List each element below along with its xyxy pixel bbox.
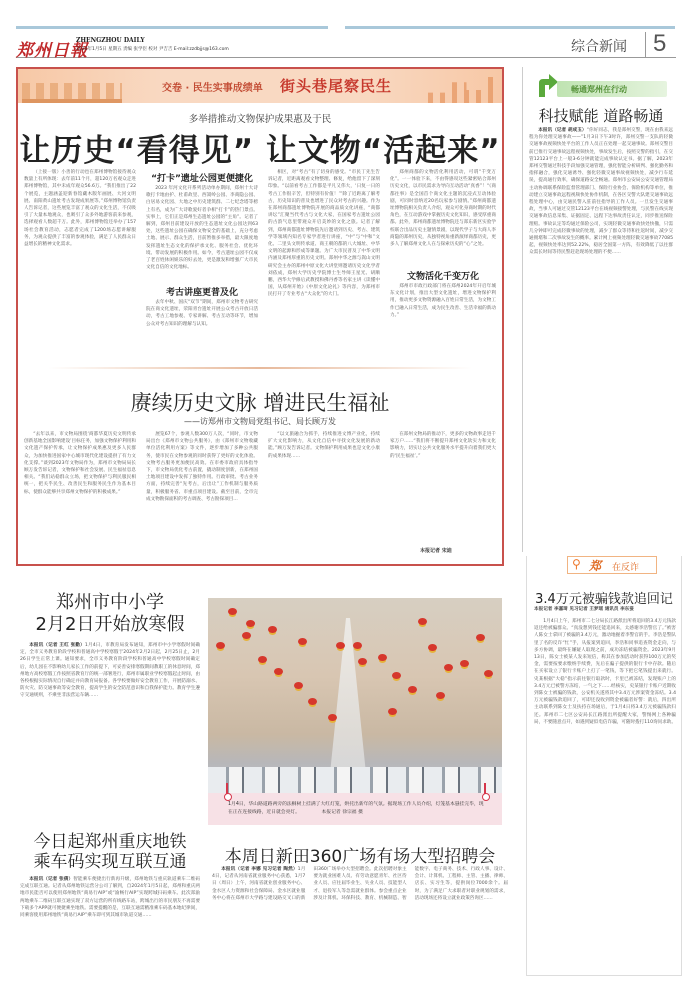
lantern [216, 642, 225, 649]
feature-subhead-1: “打卡”遗址公园更便捷化 [151, 174, 253, 184]
paragraph: 郑州商都的文物活化利用活动，可谓“千变万化”。一一体验下来，不由得感叹这些紧密贴合郑州历史文化，以市民需求为导向互动活动“真香”！“《商都往事》是全国首个商文化主题的沉浸式互动体验剧，可同时容纳近20名玩家参与剧情。”郑州商都遗址博物院相关负责人介绍，观众可化身商时期的时代角色，在互动游戏中掌握历史文化知识，感受厚重商都。此外，郑州商都遗址博物院还与郑东新区实验学校联合出品历史主题情景剧，以现代学子与大商人李商隐的郑州历史，从独特视角重新演绎商都历史，更多人了解郑州文化人在与探索历史的“心”之处。 [390, 170, 496, 248]
feature-article [16, 67, 504, 566]
antifraud-headline: 3.4万元被骗钱款追回记 [535, 592, 673, 607]
traffic-byline: 本报讯（记者 胡成玉） [538, 128, 587, 133]
metro-headline [20, 832, 200, 872]
school-text: 1月4日，市教育局发布通知，郑州市中小学寒假时间确定，全市义务教育阶段学校和普通高中学校寒假于2024年2月2日起，2月25日止，2月26日学生正常上课。通知要求，全市义务教育阶段学校和普通高中学校寒假时间确定后，幼儿园在不影响幼儿家长工作的前提下，可妥善安排寒假期间教职工的休息时间，郑州地方高校寒假工作按照省教育厅的统一部署进行，郑州市属职业学校寒假起止时间，由各校根据实际情况自行确定并向教育局报备。各学校要做好安全教育工作，开展防溺水、防火灾、防交通事故等安全教育，提高学生的安全防范意识和自我保护能力。教育学生遵守交通规则，不乘坐非法营运车辆…… [20, 643, 200, 699]
interview-subhead: ——访郑州市文物局党组书记、局长顾万发 [184, 417, 336, 426]
feature-column-4 [390, 169, 496, 265]
photo-caption-box [208, 793, 502, 825]
issue-info: 2024年1月5日 星期五 责编 张学臣 校对 尹吉吉 E-mail:zzdbjjs@163.com [76, 47, 229, 52]
lantern [336, 642, 345, 649]
news-photo-lanterns [208, 598, 502, 793]
section-divider-fade [48, 367, 472, 369]
lantern [476, 634, 485, 641]
jobfair-text: 1月4日，记者从河南省就业服务中心获悉，1月7日（周日）上午，河南省就业创业服务中心、金水区人力资源和社会保障局、金水区就业服务中心将在郑州市大学路与建设路交叉口的新田360广场举办大型招聘会。此次招聘对象主要为就业困难人员、有劳动意愿青年、社区待业人员、应往届毕业生、失业人员、技能型人才、退役军人等急需就业群体。参会重点企业涉及计算机、环保科技、教育、机械制造、智能数字、电子商务、技术、行政人事、设计、会计、计算机、工程师、主管、主播、律师、店长、实习生等，提供岗位7000余个。届时，为了满足广大求职者对职业规划的需求，活动现场还将设立就业政策咨询区…… [212, 867, 508, 901]
metro-text: 智能乘车便捷出行新再升级，郑州地铁与重庆轨道乘车二维码完成互联互通。记者从郑州地铁运营分公司了解到，自2024年1月5日起，郑州和重庆两地市民能否可以使用郑州地铁“商易行AIP”或“渝畅行AIP”实现跨城扫码乘车。此次郑渝两地乘车二维码互联互通实现了双方运营的所有线路车站，跨城出行的市民朋友不再需要下载多个APP就可便捷乘坐地铁。需要提醒的是，互联互通需精准乘车码基本地纪律间，同乘客使用郑州地铁“商易行AIP”乘车即可到其城市轨道交通…… [20, 877, 200, 919]
skyline-decoration-left [22, 83, 122, 103]
paragraph: “去年以来，市文物局围绕‘商都华夏历史文明传承创新基地全国影响建设’目标任务，加强文物保护利用和文化遗产保护传承，让文物保护成果惠及更多人民群众，为加快推进国家中心城市现代化建设提供了有力文化支撑。”谈到2023年文物局作为，郑州市文物局局长顾万发告诉记者，文物保护和社会发展、民生福祉息息相关。“我们站稳群众立场，把文物保护与利民服民相统一，把关乎民生、改善民生和服务民生作为基本目标，使群众能够共享郑州文物保护的积极成果。” [24, 432, 136, 495]
lantern [484, 670, 493, 677]
school-body [20, 642, 200, 814]
paragraph: 2023 年河文化开系列活动单办期间，郑州十大诗歌打卡地由护、杜甫故里、西嵩岭公园、李商隐公园、白居易文化园、大地之中历史建筑群、二七纪念塔等榜上有名，成为广大诗歌爱好者争相“打卡”的热门景点。实事上，它们正是郑州生态遗址公园的“主角”。记者了解到，郑州目前建设开放的生态遗址文化公园达到63处，这些遗址公园在确保文物安全的基础上，充分考虑土地、展示、群众生活，目前暂推多举措，最大限度地发挥遗址生态文化的保护承文化、服务社会、优化环境、带动发展的积极作用。如今，考古遗址公园不仅成了老百姓休闲娱乐的好去处，更是激发和增强广大市民文化自信的文化地标。 [146, 186, 258, 271]
feature-column-3 [268, 169, 380, 365]
school-headline [20, 592, 200, 636]
paragraph: （上接一版）小善的行动也在郑州博物馆接待观众数量上有所体现：去年前11个月，超120万名观众走进郑州博物馆，其中未成年观众56.6万。“我们推出了22个展览，主题涵盖迎新春馆藏木版年画展、大河文明展、南阳黄山遗址考古发现成果展等。”郑州博物馆负责人告诉记者，这些展览丰富了观众的文化生活，不仅吸引了大量本地观众，也吸引了众多外地游客前来参观，选择观看人数超千万。此外，郑州博物馆还举办了157场社会教育活动，志愿者完成了1200场志愿讲解服务，为观众提供了丰富的参观体验，满足了人民群众日益增长的精神文化需求。 [24, 170, 136, 248]
jobfair-body [212, 866, 508, 986]
feature-headline: 让历史“看得见” 让文物“活起来” [19, 133, 501, 169]
top-rule-left [16, 26, 328, 29]
antifraud-body [534, 618, 676, 968]
school-headline-line-1: 郑州市中小学 [56, 592, 164, 613]
newspaper-logo: 郑州日報 [16, 41, 88, 61]
lantern [268, 626, 277, 633]
interview-column-2 [146, 431, 258, 563]
paragraph: “以文旅融合为抓手，持续推进文博产业化，持续扩大文化影响力，从文化自信中寻找文化发展的新动能。”顾万发告诉记者。文物保护利用成果也是文化小康的成果体现…… [268, 432, 380, 459]
paragraph: 相区，对“考古”有了切身的感受。“市民丁先生告诉记者，近距离观看文物整理、修复，给他留下了深刻印象。“以前看考古工作都是平凡又伟大，‘日复一日的考古工作很辛苦，但特别有价值！’”除了近距离了解考古，历史知识的普及也增进了民众对考古的兴趣。作为在郑州商都遗址博物院开展的商品质文化讲座，“商都讲坛”汇聚当代考古与文化大家，在国家考古遗址公园的古韵气息里带观众开启美妙的文化之旅。记者了解到，郑州商都遗址博物院先后邀请到历史、考古、建筑学等领域内知名专家学者进行讲座，“中”与“中和”文化、二里头文明传承道、商王朝的都的八大城址、中华文明的起源和形成等课题。为广大市民普及了中华文明内涵及郑州厚重的历史文明。郑州中华之源与嵩山文明研究会主办的郑州中原文化大讲堂则邀请历史文化学者刘依成，郑州大学历史学院博士生导师王星光、胡顺鹏，西华大学修后武教授和佛丹香等名家主讲《读懂中国，从郑州开始》《中原文化论礼》等内容，为郑州市民打开了专业考古“大众化”的大门。 [268, 170, 380, 298]
column-tag: 畅通郑州在行动 [571, 84, 627, 94]
lantern [436, 692, 445, 699]
jobfair-byline: 本报讯（记者 李娜 见习记者 陶然） [221, 867, 298, 872]
lantern [228, 608, 237, 615]
feature-kicker: 多举措推动文物保护成果惠及于民 [188, 114, 332, 125]
right-column-traffic [522, 67, 678, 552]
column-tag: 在反诈 [612, 563, 640, 573]
feature-column-2b [146, 299, 258, 365]
skyline-decoration-right [428, 77, 498, 103]
paragraph: 1月4日上午，郑州市二七分局长江路派出所将追回的3.4万元钱款返还给被骗群众。“真没想到钱还能追回来，太感谢李浩警官了。”被害人陈女士拿回了被骗的3.4万元，激动地握着李警官的手。李浩是警队里了名的反诈“忙”手，从报案到追回，李浩和同事追查资金走向，与多方协调，最终在嫌疑人取现之前，成功冻结被骗资金。2023年9月13日，陈女士被某人发来短信，称其在参加活动时获得100万元的奖金，需要按要求缴纳手续费，先后在骗子提供的银行卡中存款。随后在买家设立了银行卡账户上打了一笔钱，等下把它笔钱提出来就行。史某根据“大稳”指示前往银行取款时，卡里已被冻结，发现账户上的3.4万元已被警方冻结，一气之下……经核实，史某银行卡账户近期收到陈女士被骗的钱款，公安机关遂将其中3.4万元涉案资金冻结。3.4万元被骗钱款追回了，可即还没收到资金被骗者好警：就后，四出所主动联系到陈女士及扶持在场通后，于1月4日将3.4万元被骗钱款归还。郑州市二七区公安局长江路派出所提醒大家，警惕网上各种骗局，不要随意点开，如遇到疑似电信诈骗，可随时拨打110询问求助。 [534, 619, 676, 725]
caption-pin-left [226, 783, 228, 797]
lantern [444, 664, 453, 671]
feature-subhead-2: 考古讲座更普及化 [165, 288, 238, 298]
metro-headline-line-2: 乘车码实现互联互通 [33, 852, 187, 872]
lantern [460, 660, 469, 667]
lantern [294, 682, 303, 689]
paragraph: 郑州市市政行政部门将在郑州2024年开启年城东文化计划，推出大型文化遗址，增进文物保护利用，推动更多文物资源融入百姓日常生活，为文物工作已融入日常生活，成为民生改善、生活幸福的新动力。” [390, 284, 496, 318]
photo-parked-cars [208, 767, 502, 793]
section-name: 综合新闻 [571, 39, 627, 55]
page-number: 5 [653, 30, 667, 57]
lantern [358, 658, 367, 665]
photo-caption-text: 1月4日，华山路道路两旁的法桐树上挂满了大红灯笼，烘托出新年的气氛。据现场工作人员介绍，灯笼基本悬挂完毕，现在正在连接线路，近日就会亮灯。 [228, 802, 484, 815]
lantern [328, 714, 337, 721]
location-pin-icon: ⚲ [572, 557, 581, 571]
lantern [258, 656, 267, 663]
lantern [428, 644, 437, 651]
photo-credit: 本报记者 徐宗福 摄 [321, 810, 363, 815]
lantern [274, 668, 283, 675]
metro-headline-line-1: 今日起郑州重庆地铁 [33, 832, 187, 852]
feature-column-1 [24, 169, 136, 365]
interview-column-1 [24, 431, 136, 563]
banner-series-title: 交卷 · 民生实事成绩单 [162, 83, 263, 94]
paragraph: 在郑州文物局的推动下，更多的文物故事走进千家万户……“我们将不断提升郑州文化软实力和文化影响力，切实让公共文化服务水平提升向着我们更大的‘民生福祉’。” [390, 432, 496, 459]
newspaper-english-name: ZHENGZHOU DAILY [76, 37, 145, 44]
metro-byline: 本报讯（记者 张倩） [29, 877, 74, 882]
school-byline: 本报讯（记者 王红 张勤） [29, 643, 85, 648]
interview-column-4 [390, 431, 496, 541]
banner-column-title: 街头巷尾察民生 [280, 77, 393, 95]
section-divider [645, 32, 646, 58]
lantern [418, 618, 427, 625]
lantern [308, 698, 317, 705]
jobfair-headline: 本周日新田360广场有场大型招聘会 [224, 847, 496, 867]
feature-subhead-3: 文物活化千变万化 [406, 272, 479, 282]
lantern [242, 632, 251, 639]
metro-body [20, 876, 200, 986]
traffic-text: “你好同志，我是郑州交警，现在由我来远程为你处理交通事故——”1月3日下午3时许，郑州交警一支队的轻微交通事故视频快处平台的工作人员正在处理一起交通事故。郑州交警目前已推行交通事故远程视频快处，事故发生后，按照交警的指引，在交管12123平台上一般3-6分钟就能完成事故认定书。据了解，2023年郑州交警通过科技手段加强交通管理，强化智能分析研判、强化勤务和指挥融合，强化交通诱导、强化轻微交通事故视频快处，减少行车延误，提高通行效率，确保道路安全畅通。郑州市公安局公安交通管理局主动协调联系保险监督管理部门、保险行业协会、保险机构等单位，推动建立交通事故远程视频快处协作机制，在各区交警大队建交通事故远程处理中心，由交通民警入驻前往指导的工作人员。一旦发生交通事故，当事人可通过交管12123平台在线视频接警处理，与民警在线实现交通事故信息采集、证据固定、远程下达事故责任认定，同步推送保险理赔。事故认定等均通过保险公司，实现轻微交通事故快处快撤，只需几分钟即可完成轻微事故的处理，减少了群众等待和往返时间，减少交通拥堵和二次事故发生的概率。累计网上视频处理轻微交通事故77085起，视频快处率达到52.22%，稳居全国第一方阵，有效降低了以往群众需长时间等待民警赶赴现场处理的不便…… [529, 128, 673, 256]
lantern [353, 642, 362, 649]
lantern [388, 708, 397, 715]
paragraph: 展览67个，参观人数300万人次，“同时，市文物局出台《郑州市文物公共服务》，由《郑州市文物收藏单位活化利用方案》等文件，逐步增加了多种公共服务，使市民在文物参观的同时获得了更好的文化体验。文物考古服务更加便民高效。在市委市政府具体指导下，市文物局优化考古前置，撬动制度创新，在郑州国土地项目建设中发挥了独特作用。行政审批、考古业务方面，持续完善“先考古，后出让”工作机制与服务质量，积极服务省、市重点项目建设。截至目前，全市完成文物勘探面积的考古调查、考古勘探项目… [146, 432, 258, 502]
interview-byline: 本报记者 宋迪 [420, 548, 452, 554]
interview-column-3 [268, 431, 380, 563]
lantern [246, 620, 255, 627]
masthead [16, 30, 676, 61]
photo-caption [228, 801, 488, 817]
lantern [298, 638, 307, 645]
feature-column-4b [390, 283, 496, 365]
lantern [392, 672, 401, 679]
antifraud-byline: 本报记者 李嘉琦 见习记者 王梦瑶 通讯员 李东蚕 [534, 607, 634, 612]
caption-pin-right [484, 783, 486, 797]
column-tag-prefix: 郑 [589, 559, 602, 573]
traffic-body [529, 127, 673, 547]
lantern [378, 654, 387, 661]
traffic-headline: 科技赋能 道路畅通 [538, 107, 664, 125]
feature-banner [18, 69, 502, 103]
feature-column-2 [146, 185, 258, 281]
school-headline-line-2: 2月2日开始放寒假 [35, 614, 185, 635]
lantern [408, 686, 417, 693]
top-rule-right [345, 26, 675, 29]
green-arrow-icon [537, 73, 559, 97]
paragraph: 去年中秋、国庆“双节”期间，郑州市文物考古研究院在商文化遗址，荥阳青台遗址开展公众考古开放日活动，考古工地参观、专家讲解、考古互动等环节，增加公众对考古知识的理解与认知。 [146, 300, 258, 327]
interview-headline: 赓续历史文脉 增进民生福祉 [130, 391, 390, 415]
